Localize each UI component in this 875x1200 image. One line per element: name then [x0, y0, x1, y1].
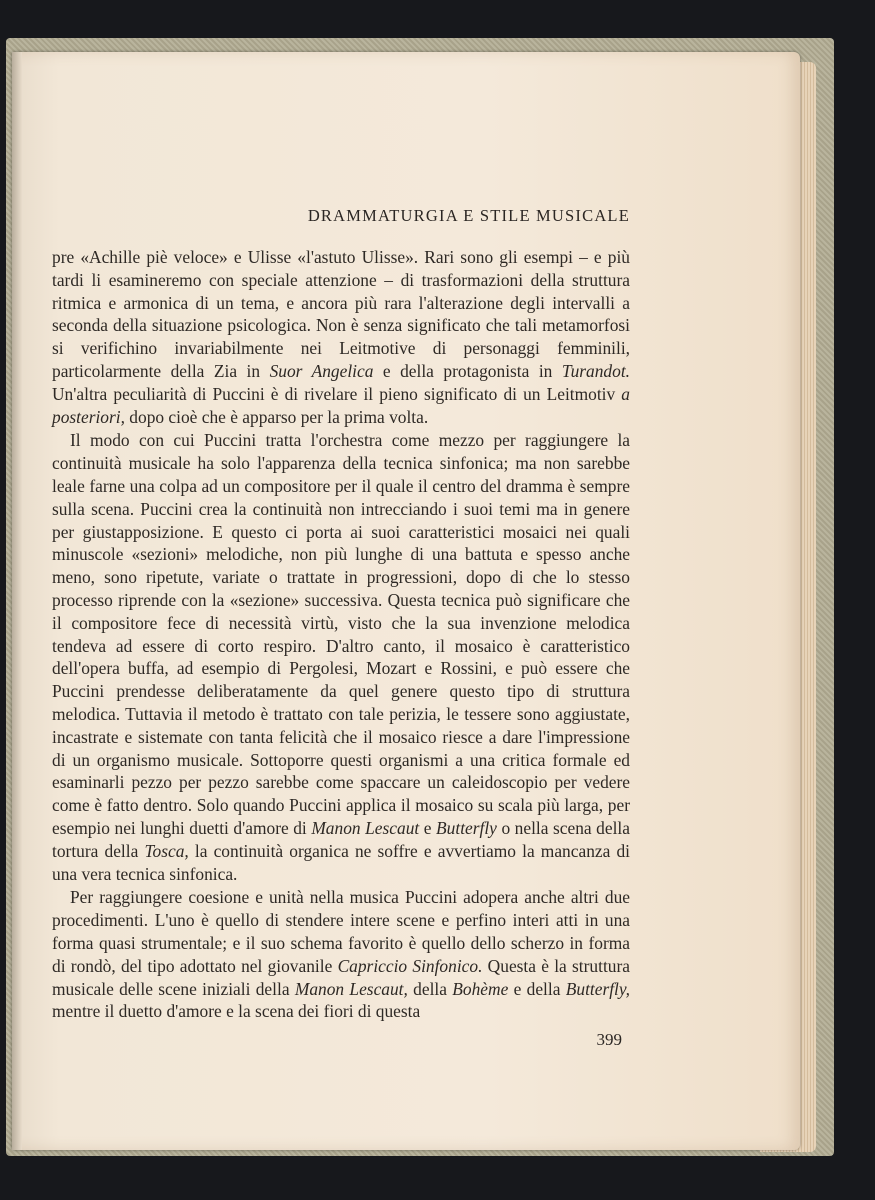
- italic-title: Tosca,: [144, 840, 189, 861]
- text-run: mentre il duetto d'amore e la scena dei fiori di questa: [52, 1001, 421, 1022]
- text-run: e: [419, 817, 437, 838]
- text-run: Un'altra peculiarità di Puccini è di rivelare il pieno significato di un Leitmotiv: [52, 383, 622, 404]
- text-run: della: [407, 978, 453, 999]
- text-run: pre «Achille piè veloce» e Ulisse «l'astuto Ulisse». Rari sono gli esempi – e più tardi li esamineremo con speciale attenzione – di trasformazioni della struttura ritmica e armonica di un tema, e ancora più rara l'alterazione degli intervalli a seconda della situazione psicologica. Non è senza significato che tali metamorfosi si verifichino invariabilmente nei Leitmotive di personaggi femminili, particolarmente della Zia in: [52, 247, 630, 381]
- italic-title: Capriccio Sinfonico.: [337, 955, 483, 976]
- text-run: o nella scena della tortura della: [52, 817, 630, 861]
- text-run: dopo cioè che è apparso per la prima volta.: [124, 406, 429, 427]
- italic-phrase: a posteriori,: [52, 383, 630, 427]
- paragraph-2: [52, 429, 630, 885]
- italic-title: Suor Angelica: [269, 360, 374, 381]
- page-number: 399: [596, 1030, 622, 1049]
- body-text: [52, 246, 630, 1023]
- italic-title: Butterfly,: [565, 978, 630, 999]
- italic-title: Butterfly: [436, 817, 497, 838]
- italic-title: Turandot.: [561, 360, 630, 381]
- italic-title: Manon Lescaut,: [294, 978, 408, 999]
- paragraph-3: [52, 886, 630, 1023]
- italic-title: Bohème: [452, 978, 509, 999]
- paragraph-1: [52, 246, 630, 428]
- italic-title: Manon Lescaut: [311, 817, 420, 838]
- text-run: Questa è la struttura musicale delle scene iniziali della: [52, 955, 630, 999]
- running-title: DRAMMATURGIA E STILE MUSICALE: [307, 206, 630, 225]
- text-run: e della protagonista in: [373, 360, 562, 381]
- page-gutter: [12, 52, 22, 1150]
- text-run: la continuità organica ne soffre e avvertiamo la mancanza di una vera tecnica sinfonica.: [52, 840, 630, 884]
- text-run: Il modo con cui Puccini tratta l'orchestra come mezzo per raggiungere la continuità musicale ha solo l'apparenza della tecnica sinfonica; ma non sarebbe leale farne una colpa ad un compositore per il quale il centro del dramma è sempre sulla scena. Puccini crea la continuità non intrecciando i suoi temi ma in genere per giustapposizione. E questo ci porta ai suoi caratteristici mosaici nei quali minuscole «sezioni» melodiche, non più lunghe di una battuta e spesso anche meno, sono ripetute, variate o trattate in progressioni, dopo di che lo stesso processo riprende con la «sezione» successiva. Questa tecnica può significare che il compositore fece di necessità virtù, visto che la sua invenzione melodica tendeva ad essere di corto respiro. D'altro canto, il mosaico è caratteristico dell'opera buffa, ad esempio di Pergolesi, Mozart e Rossini, e può essere che Puccini prendesse deliberatamente da quel genere questo tipo di struttura melodica. Tuttavia il metodo è trattato con tale perizia, le tessere sono aggiustate, incastrate e sistemate con tanta felicità che il mosaico riesce a dare l'impressione di un organismo musicale. Sottoporre questi organismi a una critica formale ed esaminarli pezzo per pezzo sarebbe come spaccare un caleidoscopio per vedere come è fatto dentro. Solo quando Puccini applica il mosaico su scala più larga, per esempio nei lunghi duetti d'amore di: [52, 430, 630, 838]
- text-run: Per raggiungere coesione e unità nella musica Puccini adopera anche altri due procedimenti. L'uno è quello di stendere intere scene e perfino interi atti in una forma quasi strumentale; e il suo schema favorito è quello dello scherzo in forma di rondò, del tipo adottato nel giovanile: [52, 887, 630, 976]
- text-run: e della: [508, 978, 566, 999]
